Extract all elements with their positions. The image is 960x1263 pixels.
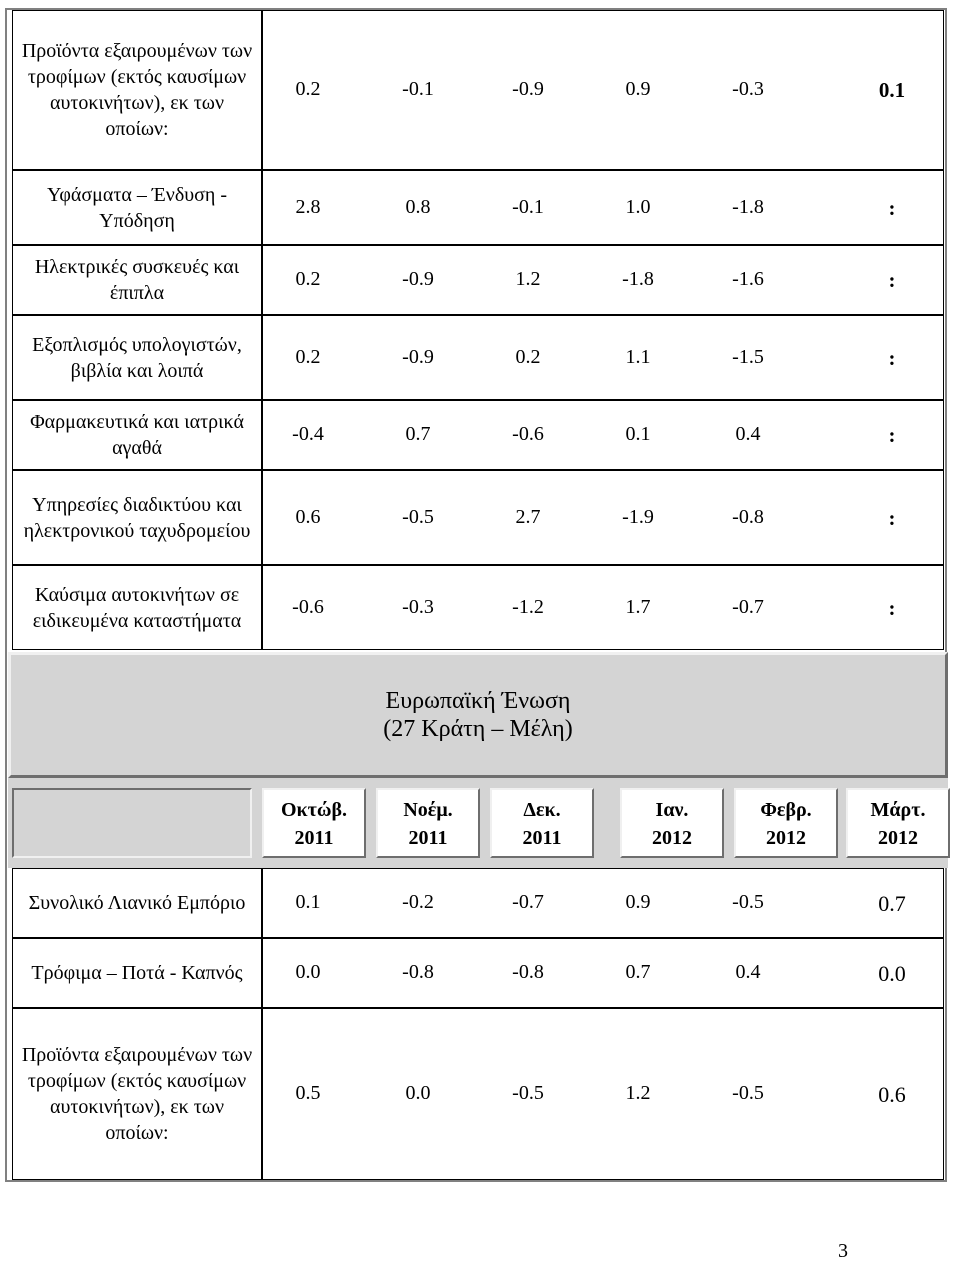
column-header-month: Μάρτ. bbox=[870, 799, 926, 821]
greece-value-cell: 0.2 bbox=[515, 345, 541, 368]
greece-value-cell: : bbox=[888, 423, 896, 447]
greece-value-cell: 1.7 bbox=[625, 595, 651, 618]
greece-value-cell: 1.0 bbox=[625, 195, 651, 218]
greece-row-label: Υφάσματα – Ένδυση - Υπόδηση bbox=[12, 170, 262, 245]
greece-value-cell: : bbox=[888, 268, 896, 292]
greece-value-cell: -0.1 bbox=[402, 78, 434, 100]
greece-value-cell: 0.2 bbox=[295, 268, 321, 290]
greece-value-cell: -0.9 bbox=[402, 268, 434, 290]
eu-value-cell: 0.7 bbox=[625, 961, 651, 983]
column-header-cell bbox=[490, 788, 594, 858]
greece-value-cell: -1.2 bbox=[512, 595, 544, 618]
eu-row-values bbox=[262, 1008, 944, 1180]
greece-value-cell: -0.5 bbox=[402, 505, 434, 528]
eu-value-cell: 0.5 bbox=[295, 1082, 321, 1104]
column-header-cell bbox=[734, 788, 838, 858]
greece-row-values bbox=[262, 10, 944, 170]
column-header-year: 2012 bbox=[878, 827, 918, 849]
eu-row-label: Τρόφιμα – Ποτά - Καπνός bbox=[12, 938, 262, 1008]
greece-value-cell: : bbox=[888, 505, 896, 530]
column-header-cell bbox=[376, 788, 480, 858]
greece-row-values bbox=[262, 315, 944, 400]
greece-value-cell: 0.8 bbox=[405, 195, 431, 218]
eu-title-line1: Ευρωπαϊκή Ένωση bbox=[385, 688, 571, 714]
column-header-cell bbox=[262, 788, 366, 858]
greece-value-cell: -0.6 bbox=[512, 423, 544, 445]
greece-value-cell: 0.1 bbox=[878, 78, 906, 102]
greece-value-cell: 1.2 bbox=[515, 268, 541, 290]
column-header-year: 2011 bbox=[408, 827, 448, 849]
column-header-month: Οκτώβ. bbox=[280, 799, 348, 821]
eu-title-line2: (27 Κράτη – Μέλη) bbox=[383, 716, 573, 742]
eu-value-cell: 0.0 bbox=[878, 961, 906, 986]
eu-row-label: Συνολικό Λιανικό Εμπόριο bbox=[12, 868, 262, 938]
eu-value-cell: -0.5 bbox=[732, 1082, 764, 1104]
greece-value-cell: -0.3 bbox=[402, 595, 434, 618]
column-header-empty bbox=[12, 788, 252, 858]
greece-value-cell: : bbox=[888, 345, 896, 370]
eu-value-cell: -0.7 bbox=[512, 891, 544, 913]
eu-value-cell: 0.7 bbox=[878, 891, 906, 916]
eu-value-cell: 0.0 bbox=[295, 961, 321, 983]
greece-value-cell: 0.6 bbox=[295, 505, 321, 528]
eu-value-cell: 0.1 bbox=[295, 891, 321, 913]
greece-value-cell: 0.2 bbox=[295, 78, 321, 100]
greece-row-values bbox=[262, 400, 944, 470]
greece-value-cell: 1.1 bbox=[625, 345, 651, 368]
eu-value-cell: -0.5 bbox=[732, 891, 764, 913]
greece-value-cell: : bbox=[888, 595, 896, 620]
greece-value-cell: -0.9 bbox=[512, 78, 544, 100]
greece-row-values bbox=[262, 470, 944, 565]
eu-section-header bbox=[8, 652, 948, 778]
eu-value-cell: 0.9 bbox=[625, 891, 651, 913]
greece-row-label: Φαρμακευτικά και ιατρικά αγαθά bbox=[12, 400, 262, 470]
column-header-month: Φεβρ. bbox=[760, 799, 812, 821]
eu-value-cell: 1.2 bbox=[625, 1082, 651, 1104]
column-header-month: Ιαν. bbox=[655, 799, 689, 821]
column-header-year: 2011 bbox=[522, 827, 562, 849]
greece-value-cell: 2.8 bbox=[295, 195, 321, 218]
eu-value-cell: -0.5 bbox=[512, 1082, 544, 1104]
eu-row-values bbox=[262, 938, 944, 1008]
greece-value-cell: 0.9 bbox=[625, 78, 651, 100]
eu-row-label: Προϊόντα εξαιρουμένων των τροφίμων (εκτός καυσίμων αυτοκινήτων), εκ των οποίων: bbox=[12, 1008, 262, 1180]
greece-value-cell: -0.1 bbox=[512, 195, 544, 218]
page-number: 3 bbox=[838, 1240, 848, 1262]
eu-value-cell: -0.8 bbox=[402, 961, 434, 983]
eu-row-values bbox=[262, 868, 944, 938]
greece-value-cell: -1.8 bbox=[622, 268, 654, 290]
column-header-month: Δεκ. bbox=[523, 799, 561, 821]
greece-row-label: Ηλεκτρικές συσκευές και έπιπλα bbox=[12, 245, 262, 315]
greece-row-label: Υπηρεσίες διαδικτύου και ηλεκτρονικού ταχυδρομείου bbox=[12, 470, 262, 565]
greece-value-cell: : bbox=[888, 195, 896, 220]
greece-value-cell: 0.7 bbox=[405, 423, 431, 445]
greece-value-cell: 0.2 bbox=[295, 345, 321, 368]
greece-value-cell: -0.3 bbox=[732, 78, 764, 100]
greece-value-cell: -0.9 bbox=[402, 345, 434, 368]
column-header-cell bbox=[846, 788, 950, 858]
column-header-year: 2011 bbox=[294, 827, 334, 849]
column-header-year: 2012 bbox=[766, 827, 806, 849]
eu-value-cell: 0.0 bbox=[405, 1082, 431, 1104]
greece-row-values bbox=[262, 170, 944, 245]
eu-value-cell: -0.2 bbox=[402, 891, 434, 913]
greece-value-cell: 0.4 bbox=[735, 423, 761, 445]
eu-value-cell: 0.4 bbox=[735, 961, 761, 983]
greece-value-cell: 0.1 bbox=[625, 423, 651, 445]
greece-value-cell: -1.8 bbox=[732, 195, 764, 218]
column-header-month: Νοέμ. bbox=[403, 799, 453, 821]
greece-row-label: Καύσιμα αυτοκινήτων σε ειδικευμένα καταστήματα bbox=[12, 565, 262, 650]
column-header-year: 2012 bbox=[652, 827, 692, 849]
greece-value-cell: -0.7 bbox=[732, 595, 764, 618]
greece-row-values bbox=[262, 565, 944, 650]
greece-value-cell: -0.8 bbox=[732, 505, 764, 528]
greece-value-cell: -0.6 bbox=[292, 595, 324, 618]
column-header-cell bbox=[620, 788, 724, 858]
greece-value-cell: -1.6 bbox=[732, 268, 764, 290]
greece-value-cell: 2.7 bbox=[515, 505, 541, 528]
eu-title bbox=[383, 687, 572, 743]
greece-row-label: Εξοπλισμός υπολογιστών, βιβλία και λοιπά bbox=[12, 315, 262, 400]
greece-row-label: Προϊόντα εξαιρουμένων των τροφίμων (εκτός καυσίμων αυτοκινήτων), εκ των οποίων: bbox=[12, 10, 262, 170]
eu-value-cell: -0.8 bbox=[512, 961, 544, 983]
eu-value-cell: 0.6 bbox=[878, 1082, 906, 1107]
greece-value-cell: -1.5 bbox=[732, 345, 764, 368]
greece-row-values bbox=[262, 245, 944, 315]
greece-value-cell: -1.9 bbox=[622, 505, 654, 528]
greece-value-cell: -0.4 bbox=[292, 423, 324, 445]
